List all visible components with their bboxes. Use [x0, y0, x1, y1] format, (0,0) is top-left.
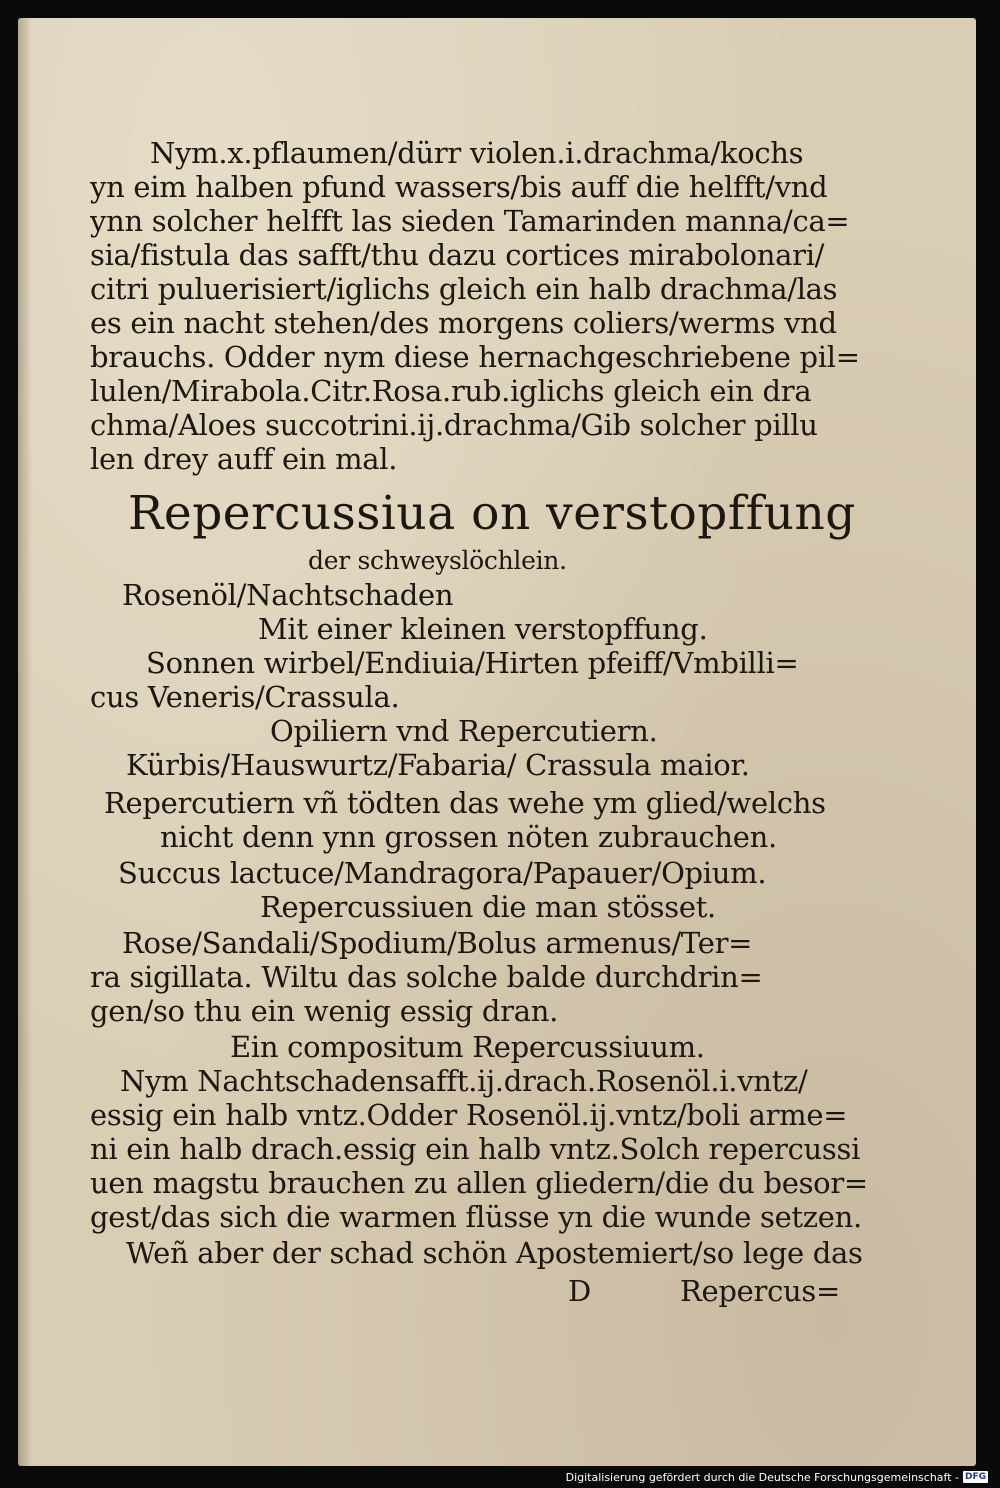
text-line: gen/so thu ein wenig essig dran. — [90, 994, 559, 1028]
text-line: Nym Nachtschadensafft.ij.drach.Rosenöl.i.vntz/ — [120, 1064, 808, 1098]
text-line: Weñ aber der schad schön Apostemiert/so lege das — [126, 1236, 863, 1270]
digitization-credit — [566, 1469, 988, 1485]
text-line: sia/fistula das safft/thu dazu cortices mirabolonari/ — [90, 238, 825, 272]
text-line: es ein nacht stehen/des morgens coliers/werms vnd — [90, 306, 837, 340]
text-line: yn eim halben pfund wassers/bis auff die helfft/vnd — [90, 170, 828, 204]
text-line: Kürbis/Hauswurtz/Fabaria/ Crassula maior. — [126, 748, 750, 782]
section-heading: Repercussiua on verstopffung — [128, 486, 856, 541]
text-line: citri puluerisiert/iglichs gleich ein halb drachma/las — [90, 272, 838, 306]
text-line: Repercussiuen die man stösset. — [260, 890, 716, 924]
text-line: cus Veneris/Crassula. — [90, 680, 400, 714]
text-line: gest/das sich die warmen flüsse yn die wunde setzen. — [90, 1200, 862, 1234]
text-line: ra sigillata. Wiltu das solche balde durchdrin= — [90, 960, 763, 994]
text-line: len drey auff ein mal. — [90, 442, 398, 476]
text-line: Ein compositum Repercussiuum. — [230, 1030, 705, 1064]
text-line: Nym.x.pflaumen/dürr violen.i.drachma/kochs — [150, 136, 804, 170]
text-line: Repercutiern vñ tödten das wehe ym glied/welchs — [104, 786, 826, 820]
text-line: Rose/Sandali/Spodium/Bolus armenus/Ter= — [122, 926, 753, 960]
text-line: Sonnen wirbel/Endiuia/Hirten pfeiff/Vmbilli= — [146, 646, 799, 680]
page-gutter-shadow — [18, 18, 32, 1466]
text-line: ni ein halb drach.essig ein halb vntz.Solch repercussi — [90, 1132, 861, 1166]
text-line: chma/Aloes succotrini.ij.drachma/Gib solcher pillu — [90, 408, 818, 442]
catchword: Repercus= — [680, 1274, 840, 1308]
book-page — [18, 18, 976, 1466]
text-line: lulen/Mirabola.Citr.Rosa.rub.iglichs gleich ein dra — [90, 374, 812, 408]
text-line: Mit einer kleinen verstopffung. — [258, 612, 708, 646]
section-subheading: der schweyslöchlein. — [308, 546, 567, 575]
signature-mark: D — [568, 1274, 591, 1308]
text-line: brauchs. Odder nym diese hernachgeschriebene pil= — [90, 340, 860, 374]
text-line: ynn solcher helfft las sieden Tamarinden manna/ca= — [90, 204, 850, 238]
text-line: Opiliern vnd Repercutiern. — [270, 714, 658, 748]
text-line: Succus lactuce/Mandragora/Papauer/Opium. — [118, 856, 767, 890]
text-line: uen magstu brauchen zu allen gliedern/die du besor= — [90, 1166, 868, 1200]
text-line: nicht denn ynn grossen nöten zubrauchen. — [160, 820, 777, 854]
dfg-logo: DFG — [964, 1472, 986, 1482]
text-line: Rosenöl/Nachtschaden — [122, 578, 454, 612]
credit-text: Digitalisierung gefördert durch die Deutsche Forschungsgemeinschaft - — [565, 1470, 959, 1484]
text-line: essig ein halb vntz.Odder Rosenöl.ij.vntz/boli arme= — [90, 1098, 848, 1132]
